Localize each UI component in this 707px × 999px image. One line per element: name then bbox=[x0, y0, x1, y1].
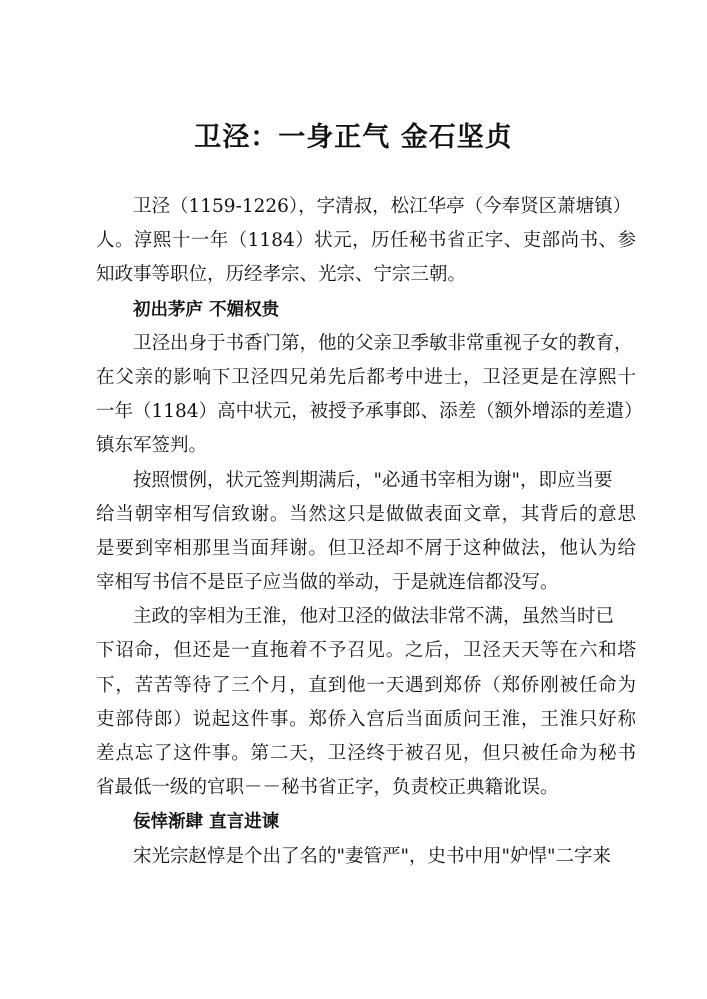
para3-line-3: 下，苦苦等待了三个月，直到他一天遇到郑侨（郑侨刚被任命为 bbox=[96, 674, 636, 696]
intro-line-2: 人。淳熙十一年（1184）状元，历任秘书省正字、吏部尚书、参 bbox=[96, 230, 636, 252]
para3-line-2: 下诏命，但还是一直拖着不予召见。之后，卫泾天天等在六和塔 bbox=[96, 640, 636, 662]
para3-line-5: 差点忘了这件事。第二天，卫泾终于被召见，但只被任命为秘书 bbox=[96, 743, 636, 764]
document-body bbox=[96, 190, 643, 874]
para3-line-6: 省最低一级的官职－－秘书省正字，负责校正典籍讹误。 bbox=[96, 777, 559, 799]
para1-line-2: 在父亲的影响下卫泾四兄弟先后都考中进士，卫泾更是在淳熙十 bbox=[96, 366, 636, 388]
para2-line-3: 是要到宰相那里当面拜谢。但卫泾却不屑于这种做法，他认为给 bbox=[96, 537, 636, 559]
para2-line-4: 宰相写书信不是臣子应当做的举动，于是就连信都没写。 bbox=[96, 572, 559, 594]
section-heading-1: 初出茅庐 不媚权贵 bbox=[133, 299, 280, 320]
intro-line-1: 卫泾（1159-1226），字清叔，松江华亭（今奉贤区萧塘镇） bbox=[133, 196, 632, 217]
para4-line-1: 宋光宗赵惇是个出了名的"妻管严"，史书中用"妒悍"二字来 bbox=[133, 845, 612, 867]
para1-line-1: 卫泾出身于书香门第，他的父亲卫季敏非常重视子女的教育， bbox=[133, 332, 633, 354]
para1-line-3: 一年（1184）高中状元，被授予承事郎、添差（额外增添的差遣） bbox=[96, 401, 643, 423]
para2-line-2: 给当朝宰相写信致谢。当然这只是做做表面文章，其背后的意思 bbox=[96, 503, 636, 525]
para2-line-1: 按照惯例，状元签判期满后，"必通书宰相为谢"，即应当要 bbox=[133, 469, 613, 491]
section-heading-2: 佞悻渐肆 直言进谏 bbox=[133, 812, 280, 833]
para1-line-4: 镇东军签判。 bbox=[96, 435, 208, 457]
para3-line-1: 主政的宰相为王淮，他对卫泾的做法非常不满，虽然当时已 bbox=[133, 606, 615, 628]
intro-line-3: 知政事等职位，历经孝宗、光宗、宁宗三朝。 bbox=[96, 264, 467, 286]
document-title: 卫泾：一身正气 金石坚贞 bbox=[194, 122, 513, 153]
para3-line-4: 吏部侍郎）说起这件事。郑侨入宫后当面质问王淮，王淮只好称 bbox=[96, 708, 636, 730]
